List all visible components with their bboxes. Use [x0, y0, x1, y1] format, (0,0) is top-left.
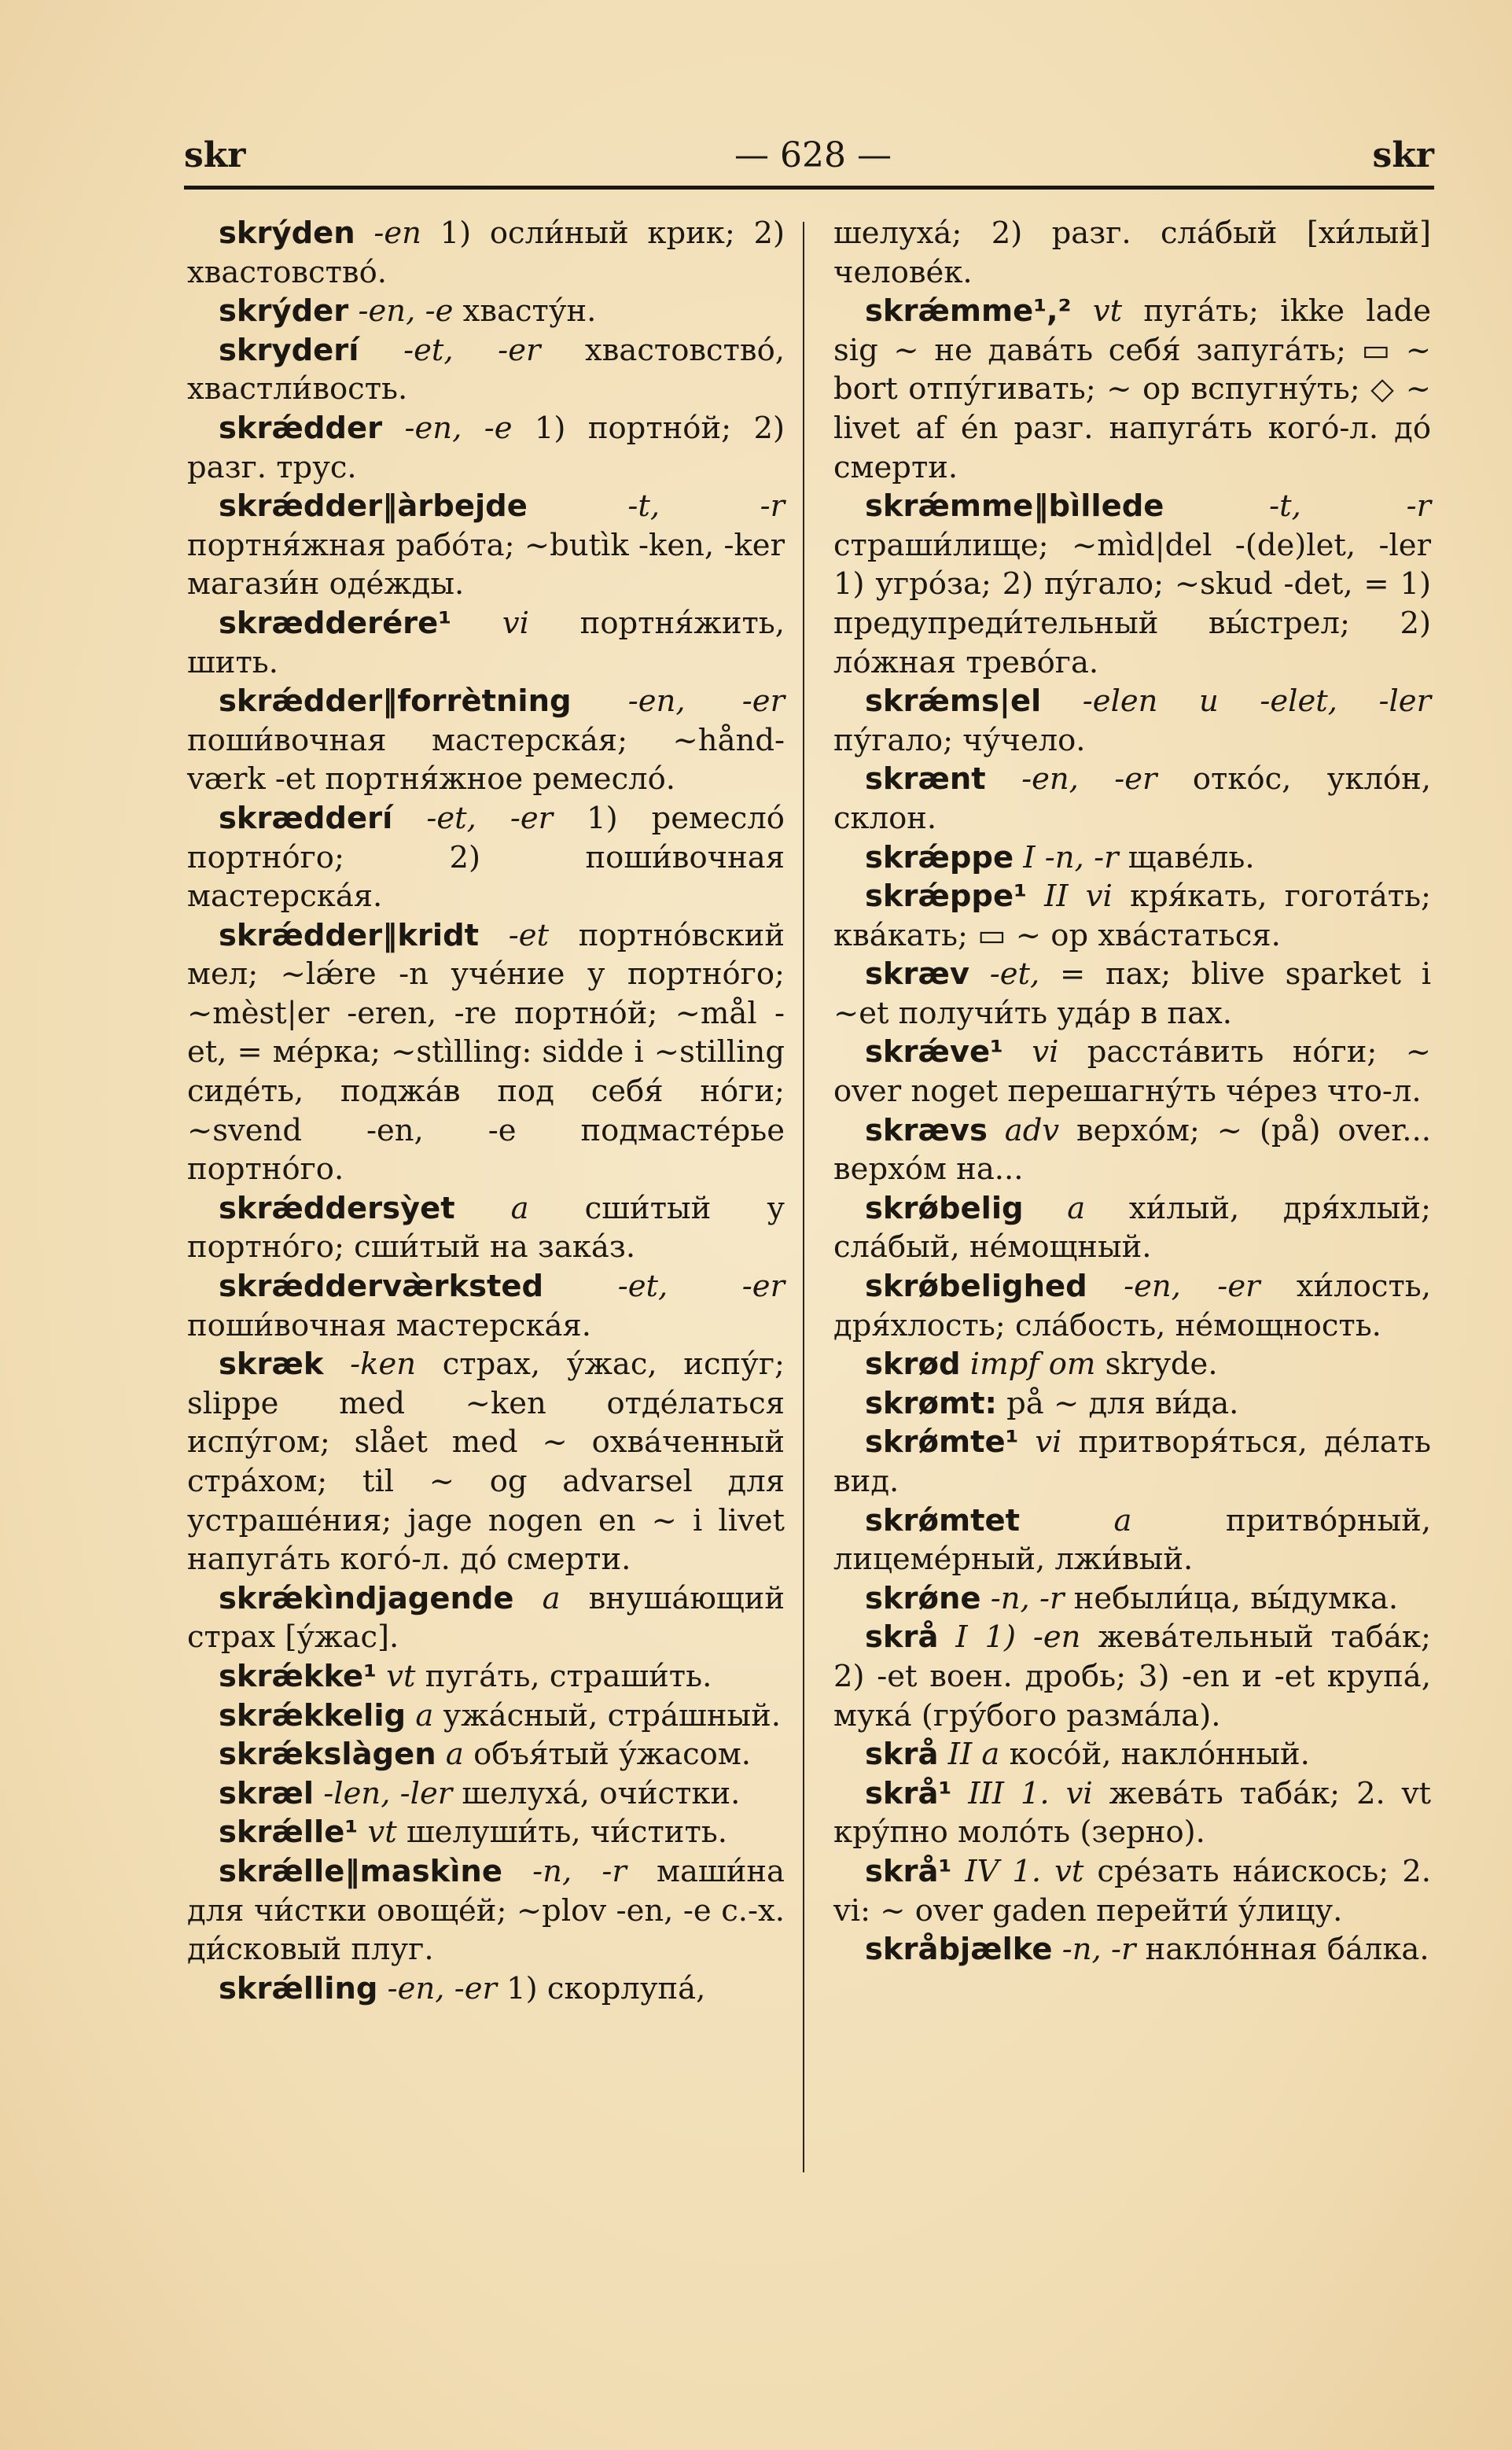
entry-headword: skrǽmme‖bìllede	[865, 488, 1164, 525]
entry-grammar: -en, -er	[387, 1970, 497, 2006]
entry-definition: страх, у́жас, испу́г; slippe med ~ken отде́латься испу́гом; slået med ~ охва́ченный стра́хом; til ~ og advarsel для устраше́ния; jage nogen en ~ i livet напуга́ть кого́-л. до́ смерти.	[187, 1347, 785, 1578]
dictionary-entry	[187, 1657, 785, 1697]
dictionary-entry	[187, 799, 785, 916]
entry-headword: skrýder	[219, 293, 349, 330]
entry-grammar: -len, -ler	[323, 1775, 453, 1811]
entry-grammar: IV 1. vt	[965, 1853, 1084, 1889]
entry-grammar: impf om	[969, 1347, 1096, 1383]
entry-grammar: vi	[502, 605, 529, 641]
entry-definition: косо́й, накло́нный.	[999, 1737, 1310, 1773]
dictionary-entry	[187, 1969, 785, 2009]
dictionary-entry	[187, 1345, 785, 1579]
entry-headword: skrǽkkelig	[219, 1697, 407, 1733]
entry-grammar: II a	[947, 1737, 1000, 1773]
entry-headword: skrǽkìndjagende	[219, 1580, 514, 1616]
entry-headword: skrǽddervæ̀rksted	[219, 1269, 544, 1305]
entry-definition: шелуха́, очи́стки.	[452, 1775, 741, 1811]
entry-grammar: -et, =	[989, 956, 1086, 993]
entry-headword: skrǿmtet	[865, 1502, 1020, 1538]
page-number: — 628 —	[734, 135, 892, 175]
entry-grammar: -et	[508, 917, 550, 953]
entry-definition: портня́жить, шить.	[187, 605, 785, 680]
dictionary-entry	[833, 1189, 1431, 1267]
dictionary-entry	[833, 214, 1431, 292]
entry-grammar: -en, -er	[627, 683, 785, 720]
entry-definition: жева́тельный таба́к; 2) -et воен. дробь; 3) -en и -et крупа́, мука́ (гру́бого разма́ла).	[833, 1619, 1431, 1733]
dictionary-entry	[187, 1774, 785, 1814]
entry-definition: хвастовство́, хвастли́вость.	[187, 332, 785, 407]
entry-grammar: a	[510, 1190, 529, 1226]
entry-headword: skrǽkke¹	[219, 1658, 377, 1694]
dictionary-entry	[187, 1189, 785, 1267]
entry-grammar: I -n, -r	[1023, 839, 1119, 875]
dictionary-entry	[187, 1267, 785, 1345]
entry-definition: skryde.	[1095, 1347, 1218, 1383]
entry-headword: skrǽppe¹	[865, 879, 1027, 915]
entry-grammar: a	[1067, 1190, 1086, 1226]
page-header	[184, 135, 1434, 182]
entry-headword: skrædderére¹	[219, 605, 452, 641]
entry-headword: skrǽkslàgen	[219, 1737, 436, 1773]
entry-headword: skrǿbelighed	[865, 1269, 1087, 1305]
entry-grammar: adv	[1004, 1112, 1060, 1148]
entry-headword: skrǽdder‖forrètning	[219, 683, 572, 720]
entry-definition: пу́гало; чу́чело.	[833, 722, 1086, 758]
dictionary-entry	[833, 292, 1431, 487]
entry-definition: жева́ть таба́к; 2. vt кру́пно моло́ть (зерно).	[833, 1775, 1431, 1851]
entry-definition: пуга́ть; ikke lade sig ~ не дава́ть себя́ запуга́ть; ▭ ~ bort отпу́гивать; ~ op вспугну́ть; ◇ ~ livet af én разг. напуга́ть кого́-л. до́ смерти.	[833, 293, 1431, 485]
dictionary-entry	[187, 1579, 785, 1657]
right-column	[833, 214, 1431, 1969]
header-right-guide-word: skr	[1372, 135, 1434, 175]
entry-headword: skrǽms|el	[865, 683, 1042, 720]
entry-headword: skrǽddersỳet	[219, 1190, 455, 1226]
dictionary-entry	[187, 409, 785, 487]
entry-headword: skrǽdder‖àrbejde	[219, 488, 528, 525]
header-rule	[184, 186, 1434, 190]
entry-grammar: III 1. vi	[968, 1775, 1093, 1811]
dictionary-entry	[833, 1267, 1431, 1345]
entry-definition: притво́рный, лицеме́рный, лжи́вый.	[833, 1502, 1431, 1578]
dictionary-entry	[187, 214, 785, 292]
dictionary-entry	[833, 1774, 1431, 1852]
entry-grammar: a	[415, 1697, 434, 1733]
entry-definition: верхо́м; ~ (på) over... верхо́м на...	[833, 1112, 1431, 1188]
entry-grammar: -ken	[350, 1347, 417, 1383]
entry-definition: объя́тый у́жасом.	[463, 1737, 752, 1773]
entry-definition: 1) скорлупа́,	[496, 1970, 706, 2006]
entry-headword: skrǽlling	[219, 1970, 378, 2006]
dictionary-entry	[833, 487, 1431, 682]
entry-headword: skrømt:	[865, 1385, 997, 1421]
dictionary-entry	[833, 1033, 1431, 1111]
entry-grammar: -en, -e	[358, 293, 454, 330]
dictionary-entry	[833, 760, 1431, 838]
entry-definition: портня́жная рабо́та; ~butìk -ken, -ker магази́н оде́жды.	[187, 527, 785, 602]
entry-headword: skrå	[865, 1737, 939, 1773]
entry-definition: портно́вский мел; ~lǽre -n уче́ние у портно́го; ~mèst|er -eren, -re портно́й; ~mål -et, = ме́рка; ~stìlling: sidde i ~stilling сиде́ть, поджа́в под себя́ но́ги; ~svend -en, -e подмасте́рье портно́го.	[187, 917, 785, 1188]
dictionary-entry	[833, 1930, 1431, 1969]
entry-grammar: vi	[1035, 1424, 1062, 1461]
dictionary-entry	[833, 877, 1431, 955]
entry-grammar: vt	[386, 1658, 416, 1694]
entry-grammar: -n, -r	[1061, 1932, 1136, 1968]
dictionary-entry	[833, 1852, 1431, 1930]
entry-definition: 1) осли́ный крик; 2) хвастовство́.	[187, 216, 785, 290]
dictionary-entry	[833, 1618, 1431, 1735]
dictionary-entry	[187, 487, 785, 604]
entry-headword: skrǽlle¹	[219, 1814, 359, 1851]
dictionary-entry	[187, 1735, 785, 1774]
entry-definition: маши́на для чи́стки овоще́й; ~plov -en, -e с.-х. ди́сковый плуг.	[187, 1853, 785, 1968]
dictionary-entry	[187, 604, 785, 682]
dictionary-entry	[833, 1384, 1431, 1424]
entry-grammar: -elen и -elet, -ler	[1082, 683, 1431, 720]
entry-definition: пах; blive sparket i ~et получи́ть уда́р в пах.	[833, 956, 1432, 1031]
entry-definition: небыли́ца, вы́думка.	[1064, 1580, 1399, 1616]
dictionary-entry	[833, 955, 1431, 1033]
entry-definition: шелуха́; 2) разг. сла́бый [хи́лый] челове́к.	[833, 216, 1431, 290]
entry-grammar: -en, -er	[1124, 1269, 1260, 1305]
entry-definition: хи́лость, дря́хлость; сла́бость, не́мощность.	[833, 1269, 1431, 1343]
entry-definition: сре́зать на́искось; 2. vi: ~ over gaden перейти́ у́лицу.	[833, 1853, 1431, 1929]
entry-grammar: -en, -er	[1021, 761, 1157, 798]
entry-grammar: II vi	[1044, 879, 1113, 915]
dictionary-entry	[833, 1579, 1431, 1619]
entry-grammar: -et, -er	[426, 800, 554, 836]
dictionary-entry	[187, 916, 785, 1189]
entry-grammar: vt	[367, 1814, 397, 1851]
entry-grammar: I 1) -en	[955, 1619, 1081, 1656]
entry-grammar: -et, -er	[617, 1269, 785, 1305]
entry-grammar: vt	[1092, 293, 1123, 330]
entry-headword: skråbjælke	[865, 1932, 1053, 1968]
entry-headword: skryderí	[219, 332, 359, 368]
entry-headword: skræv	[865, 956, 969, 993]
entry-headword: skrǽlle‖maskìne	[219, 1853, 502, 1889]
entry-headword: skrå¹	[865, 1853, 952, 1889]
entry-grammar: -t, -r	[1269, 488, 1431, 525]
entry-definition: страши́лище; ~mìd|del -(de)let, -ler 1) угро́за; 2) пу́гало; ~skud -det, = 1) предупреди́тельный вы́стрел; 2) ло́жная трево́га.	[833, 527, 1431, 680]
header-left-guide-word: skr	[184, 135, 246, 175]
entry-definition: хи́лый, дря́хлый; сла́бый, не́мощный.	[833, 1190, 1431, 1266]
entry-grammar: a	[542, 1580, 561, 1616]
entry-definition: сши́тый у портно́го; сши́тый на зака́з.	[187, 1190, 785, 1266]
entry-definition: хвасту́н.	[453, 293, 597, 330]
entry-grammar: -n, -r	[532, 1853, 627, 1889]
entry-grammar: a	[1113, 1502, 1132, 1538]
dictionary-entry	[833, 1735, 1431, 1774]
entry-definition: поши́вочная мастерска́я; ~hånd-værk -et портня́жное ремесло́.	[187, 722, 785, 798]
entry-headword: skrýden	[219, 216, 355, 251]
entry-headword: skrǽdder	[219, 410, 383, 446]
entry-definition: 1) ремесло́ портно́го; 2) поши́вочная мастерска́я.	[187, 800, 785, 915]
dictionary-entry	[187, 1697, 785, 1736]
entry-definition: накло́нная ба́лка.	[1135, 1932, 1429, 1968]
column-divider	[803, 222, 804, 2172]
entry-grammar: -en, -e	[404, 410, 513, 446]
entry-definition: внуша́ющий страх [у́жас].	[187, 1580, 785, 1656]
entry-definition: щаве́ль.	[1118, 839, 1255, 875]
entry-headword: skrænt	[865, 761, 986, 798]
entry-grammar: a	[445, 1737, 464, 1773]
entry-headword: skrævs	[865, 1112, 988, 1148]
entry-definition: притворя́ться, де́лать вид.	[833, 1424, 1431, 1499]
entry-definition: отко́с, укло́н, склон.	[833, 761, 1431, 836]
entry-headword: skrǽmme¹,²	[865, 293, 1072, 330]
dictionary-entry	[187, 292, 785, 331]
entry-definition: шелуши́ть, чи́стить.	[396, 1814, 727, 1851]
left-column	[187, 214, 785, 2008]
dictionary-entry	[833, 1345, 1431, 1384]
entry-grammar: -en	[373, 216, 421, 251]
entry-definition: поши́вочная мастерска́я.	[187, 1307, 592, 1343]
entry-definition: på ~ для ви́да.	[1006, 1385, 1239, 1421]
dictionary-entry	[187, 682, 785, 799]
dictionary-entry	[833, 838, 1431, 878]
entry-definition: кря́кать, гогота́ть; ква́кать; ▭ ~ op хва́статься.	[833, 879, 1431, 953]
entry-grammar: -n, -r	[990, 1580, 1065, 1616]
entry-headword: skrǽdder‖kridt	[219, 917, 480, 953]
entry-headword: skrød	[865, 1347, 961, 1383]
dictionary-entry	[187, 331, 785, 409]
entry-definition: ужа́сный, стра́шный.	[433, 1697, 782, 1733]
entry-headword: skrǽppe	[865, 839, 1014, 875]
dictionary-entry	[833, 1111, 1431, 1189]
dictionary-entry	[833, 682, 1431, 760]
entry-headword: skrǽve¹	[865, 1034, 1003, 1070]
entry-headword: skrǿne	[865, 1580, 981, 1616]
entry-headword: skrǿmte¹	[865, 1424, 1019, 1461]
entry-definition: пуга́ть, страши́ть.	[415, 1658, 712, 1694]
entry-definition: 1) портно́й; 2) разг. трус.	[187, 410, 785, 485]
entry-definition: расста́вить но́ги; ~ over noget перешагну́ть че́рез что-л.	[833, 1034, 1431, 1110]
entry-headword: skrædderí	[219, 800, 393, 836]
entry-headword: skrǿbelig	[865, 1190, 1024, 1226]
entry-grammar: -et, -er	[403, 332, 541, 368]
entry-headword: skrå¹	[865, 1775, 952, 1811]
dictionary-entry	[833, 1501, 1431, 1579]
entry-headword: skræk	[219, 1347, 324, 1383]
dictionary-entry	[833, 1423, 1431, 1501]
dictionary-entry	[187, 1852, 785, 1969]
dictionary-entry	[187, 1813, 785, 1852]
entry-grammar: -t, -r	[627, 488, 785, 525]
entry-headword: skrå	[865, 1619, 939, 1656]
entry-grammar: vi	[1032, 1034, 1059, 1070]
entry-headword: skræl	[219, 1775, 315, 1811]
